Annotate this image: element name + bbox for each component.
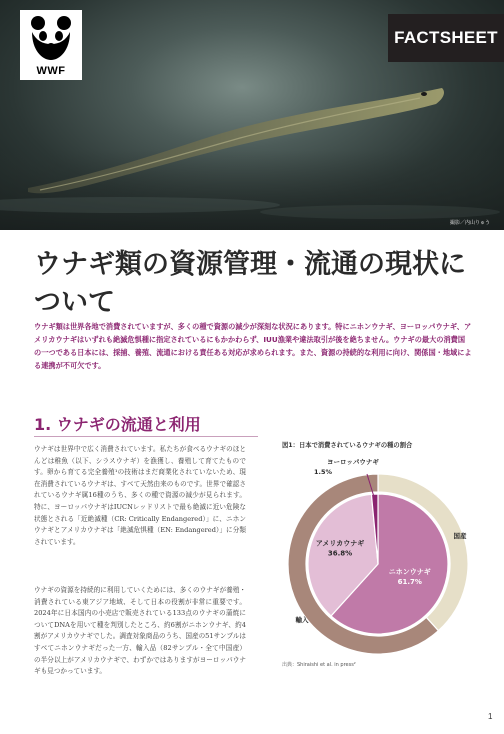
eel-species-donut-chart	[268, 452, 488, 660]
slice-label-european: ヨーロッパウナギ	[327, 458, 379, 466]
figure-caption: 図1：日本で消費されているウナギの種の割合	[282, 442, 413, 449]
header-photo	[0, 0, 504, 230]
panda-icon	[20, 10, 82, 66]
photo-credit: 撮影／内山りゅう	[449, 220, 490, 226]
outer-label-domestic: 国産	[453, 532, 467, 540]
lead-paragraph: ウナギ類は世界各地で消費されていますが、多くの種で資源の減少が深刻な状況にあります。特にニホンウナギ、ヨーロッパウナギ、アメリカウナギはいずれも絶滅危惧種に指定されているにもかかわらず、IUU漁業や違法取引が後を絶ちません。ウナギの最大の消費国の一つである日本には、採捕、養殖、流通における責任ある対応が求められます。また、資源の持続的な利用に向け、関係国・地域による連携が不可欠です。	[34, 322, 472, 370]
logo-text: WWF	[36, 65, 66, 77]
figure-source: 出典：Shiraishi et al. in press²	[282, 662, 356, 668]
section-divider	[34, 436, 258, 437]
page-number: 1	[488, 712, 493, 721]
outer-label-imported: 輸入	[295, 616, 309, 624]
slice-value-american: 36.8%	[327, 549, 353, 558]
wwf-logo	[20, 10, 82, 80]
body-paragraph-2: ウナギの資源を持続的に利用していくためには、多くのウナギが養殖・消費されている東アジア地域、そして日本の役割が非常に重要です。2024年に日本国内の小売店で販売されている133点のウナギの蒲焼についてDNAを用いて種を判別したところ、約6割がニホンウナギ、約4割がアメリカウナギでした。調査対象商品のうち、国産の51サンプルはすべてニホンウナギだった一方、輸入品（82サンプル・全て中国産）の半分以上がアメリカウナギで、わずかではありますがヨーロッパウナギも見つかっています。	[34, 586, 246, 676]
body-paragraph-1: ウナギは世界中で広く消費されています。私たちが食べるウナギのほとんどは稚魚（以下、シラスウナギ）を漁獲し、養殖して育てたものです。卵から育てる完全養殖¹の技術はまだ商業化されていないため、現在消費されているウナギは、すべて天然由来のものです。世界で確認されているウナギ属16種のうち、多くの種で資源の減少が見られます。特に、ヨーロッパウナギはIUCNレッドリストで最も絶滅に近い危険な状態とされる「近絶滅種（CR: Critically Endangered）」に、ニホンウナギとアメリカウナギは「絶滅危惧種（EN: Endangered）」に分類されています。	[34, 445, 246, 546]
section-title: 1. ウナギの流通と利用	[34, 415, 201, 434]
slice-value-japanese: 61.7%	[397, 578, 422, 587]
slice-label-japanese: ニホンウナギ	[388, 568, 431, 577]
slice-label-american: アメリカウナギ	[315, 539, 365, 548]
slice-value-european: 1.5%	[313, 468, 333, 476]
factsheet-label: FACTSHEET	[388, 14, 504, 62]
page-title: ウナギ類の資源管理・流通の現状について	[34, 249, 466, 318]
